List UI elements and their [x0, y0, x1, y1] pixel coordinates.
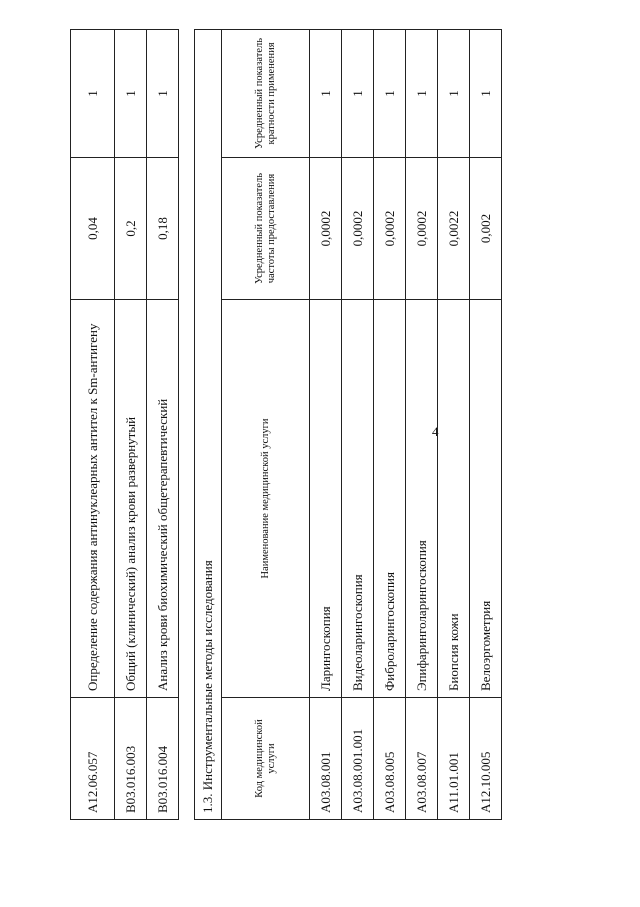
table-row — [470, 29, 502, 819]
frequency-value: 0,0002 — [374, 158, 406, 300]
header-frequency: Усредненный показатель частоты предоставления — [222, 158, 310, 300]
rotated-content — [70, 30, 520, 820]
multiplicity-value: 1 — [342, 29, 374, 157]
table-row — [115, 30, 147, 820]
service-code: B03.016.004 — [147, 698, 179, 820]
service-code: A03.08.005 — [374, 698, 406, 820]
table-row — [438, 29, 470, 819]
service-name: Биопсия кожи — [438, 300, 470, 698]
multiplicity-value: 1 — [115, 30, 147, 158]
frequency-value: 0,002 — [470, 158, 502, 300]
table-row — [310, 29, 342, 819]
header-name: Наименование медицинской услуги — [222, 300, 310, 698]
table-row — [374, 29, 406, 819]
frequency-value: 0,04 — [71, 158, 115, 300]
header-row — [222, 29, 310, 819]
service-code: A03.08.007 — [406, 698, 438, 820]
multiplicity-value: 1 — [374, 29, 406, 157]
page-number: 4 — [432, 424, 439, 439]
service-code: A03.08.001 — [310, 698, 342, 820]
frequency-value: 0,0022 — [438, 158, 470, 300]
service-code: A03.08.001.001 — [342, 698, 374, 820]
service-name: Ларингоскопия — [310, 300, 342, 698]
service-name: Видеоларингоскопия — [342, 300, 374, 698]
table-row — [406, 29, 438, 819]
frequency-value: 0,0002 — [342, 158, 374, 300]
service-name: Фиброларингоскопия — [374, 300, 406, 698]
table-row — [71, 30, 115, 820]
service-name: Велоэргометрия — [470, 300, 502, 698]
multiplicity-value: 1 — [71, 30, 115, 158]
instrumental-methods-table — [194, 29, 502, 820]
section-row — [195, 29, 222, 819]
table-row — [147, 30, 179, 820]
multiplicity-value: 1 — [438, 29, 470, 157]
multiplicity-value: 1 — [470, 29, 502, 157]
multiplicity-value: 1 — [147, 30, 179, 158]
multiplicity-value: 1 — [310, 29, 342, 157]
header-code: Код медицинской услуги — [222, 698, 310, 820]
frequency-value: 0,2 — [115, 158, 147, 300]
service-code: A11.01.001 — [438, 698, 470, 820]
multiplicity-value: 1 — [406, 29, 438, 157]
service-code: A12.10.005 — [470, 698, 502, 820]
service-name: Анализ крови биохимический общетерапевтический — [147, 300, 179, 698]
service-code: A12.06.057 — [71, 698, 115, 820]
frequency-value: 0,0002 — [406, 158, 438, 300]
service-name: Эпифаринголарингоскопия — [406, 300, 438, 698]
service-name: Определение содержания антинуклеарных антител к Sm-антигену — [71, 300, 115, 698]
frequency-value: 0,0002 — [310, 158, 342, 300]
table-row — [342, 29, 374, 819]
header-multiplicity: Усредненный показатель кратности применения — [222, 29, 310, 157]
service-name: Общий (клинический) анализ крови развернутый — [115, 300, 147, 698]
frequency-value: 0,18 — [147, 158, 179, 300]
service-code: B03.016.003 — [115, 698, 147, 820]
lab-services-table — [70, 29, 179, 820]
section-title: 1.3. Инструментальные методы исследования — [195, 29, 222, 819]
